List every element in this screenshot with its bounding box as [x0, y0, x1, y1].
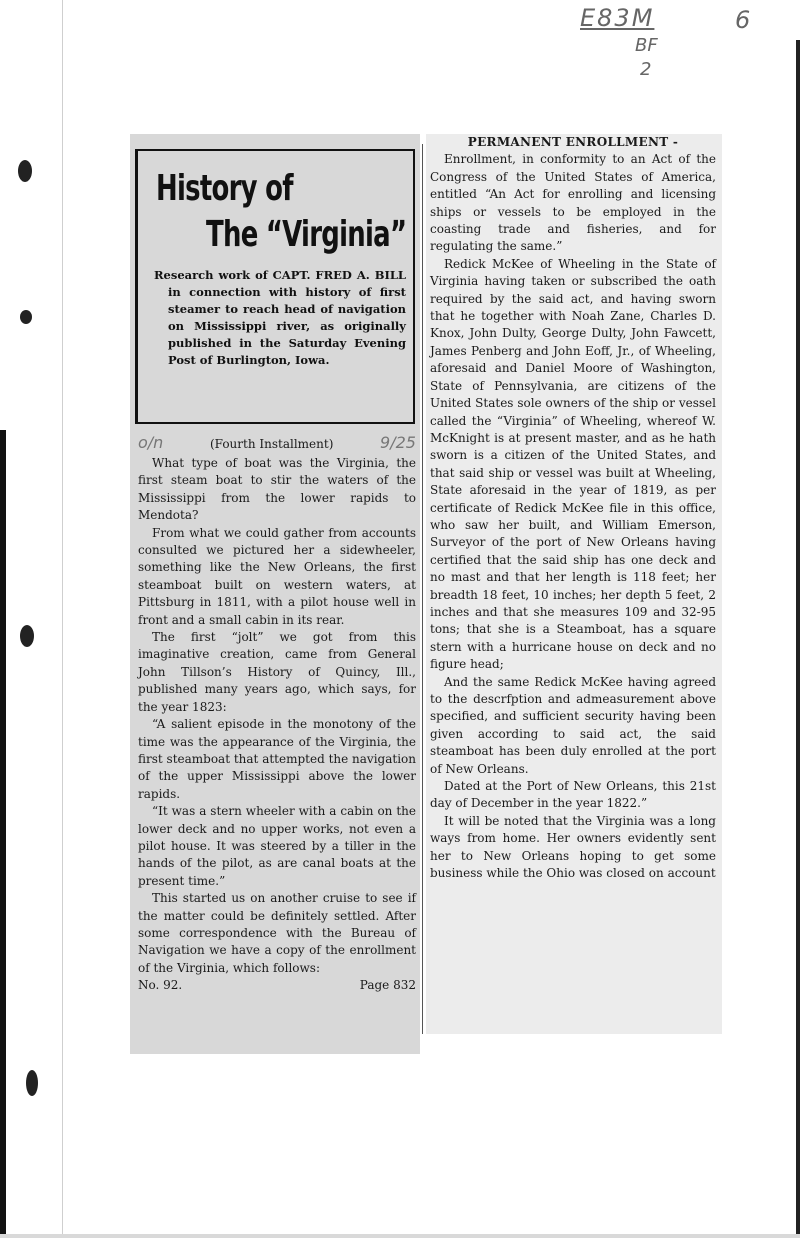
paragraph: Enrollment, in conformity to an Act of the Congress of the United States of America, entitled “An Act for enrolling and licensing ships or vessels to be employed in the coasting trade and fisheries, and for regulating the same.” [430, 152, 716, 254]
paragraph: What type of boat was the Virginia, the first steam boat to stir the waters of the Mississippi from the lower rapids to Mendota? [138, 456, 416, 523]
paragraph: Redick McKee of Wheeling in the State of Virginia having taken or subscribed the oath required by the said act, and having sworn that he together with Noah Zane, Charles D. Knox, John Dulty, George Dulty, John Fawcett, James Penberg and John Eoff, Jr., of Wheeling, aforesaid and Daniel Moore of Washington, State of Pennsylvania, are citizens of the United States sole owners of the ship or vessel called the “Virginia” of Wheeling, whereof W. McKnight is at present master, and as he hath sworn is a citizen of the United States, and that said ship or vessel was built at Wheeling, State aforesaid in the year of 1819, as per certificate of Redick McKee file in this office, who saw her built, and William Emerson, Surveyor of the port of New Orleans having certified that the said ship has one deck and no mast and that her length is 118 feet; her breadth 18 feet, 10 inches; her depth 5 feet, 2 inches and that she measures 109 and 32-95 tons; that she is a Steamboat, has a square stern with a hurricane house on deck and no figure head; [430, 256, 716, 672]
left-column-text [138, 432, 416, 995]
page-number: 6 [735, 6, 751, 34]
installment-line [138, 432, 416, 455]
paragraph: From what we could gather from accounts consulted we pictured her a sidewheeler, something like the New Orleans, the first steamboat built on western waters, at Pittsburg in 1811, with a pilot house well in front and a small cabin in its rear. [138, 525, 416, 627]
paragraph: This started us on another cruise to see if the matter could be definitely settled. After some correspondence with the Bureau of Navigation we have a copy of the enrollment of the Virginia, which follows: [138, 891, 416, 975]
paragraph: It will be noted that the Virginia was a long ways from home. Her owners evidently sent her to New Orleans hoping to get some business while the Ohio was closed on account [430, 813, 716, 881]
catalog-sub-code: BF [635, 35, 658, 56]
scan-bottom-edge [0, 1234, 800, 1238]
catalog-sub-number: 2 [640, 59, 652, 80]
paragraph: And the same Redick McKee having agreed to the descrfption and admeasurement above specified, and sufficient security having been given according to said act, the said steamboat has been duly enrolled at the port of New Orleans. [430, 674, 716, 776]
right-column [426, 134, 722, 1034]
newspaper-clipping [130, 134, 725, 1134]
binder-hole-icon [20, 310, 32, 324]
handwritten-note: o/n [138, 433, 164, 452]
binder-hole-icon [18, 160, 32, 182]
binder-hole-icon [26, 1070, 38, 1096]
scan-right-edge [796, 40, 800, 1238]
headline-box [135, 149, 415, 424]
paragraph: The first “jolt” we got from this imaginative creation, came from General John Tillson’s History of Quincy, Ill., published many years ago, which says, for the year 1823: [138, 630, 416, 714]
right-column-text [430, 134, 716, 882]
left-column [130, 134, 420, 1054]
scan-left-edge [0, 430, 6, 1238]
headline-line-2: The “Virginia” [206, 214, 407, 255]
section-title: PERMANENT ENROLLMENT - [467, 135, 679, 149]
catalog-code: E83M [580, 4, 655, 32]
column-footer [138, 977, 416, 994]
handwritten-date: 9/25 [380, 433, 416, 452]
subhead: Research work of CAPT. FRED A. BILL in connection with history of first steamer to reach head of navigation on Mississippi river, as originally published in the Saturday Evening Post of Burlington, Iowa. [154, 268, 406, 367]
issue-number: No. 92. [138, 978, 183, 993]
page-reference: Page 832 [359, 978, 416, 993]
installment-label: (Fourth Installment) [209, 437, 334, 451]
binder-hole-icon [20, 625, 34, 647]
paragraph: Dated at the Port of New Orleans, this 21st day of December in the year 1822.” [430, 779, 716, 811]
paragraph: “It was a stern wheeler with a cabin on the lower deck and no upper works, not even a pilot house. It was steered by a tiller in the hands of the pilot, as are canal boats at the present time.” [138, 804, 416, 888]
page-fold-line [62, 0, 63, 1238]
paragraph: “A salient episode in the monotony of the time was the appearance of the Virginia, the first steamboat that attempted the navigation of the upper Mississippi above the lower rapids. [138, 717, 416, 801]
column-divider [422, 144, 423, 1034]
headline-line-1: History of [156, 168, 293, 209]
